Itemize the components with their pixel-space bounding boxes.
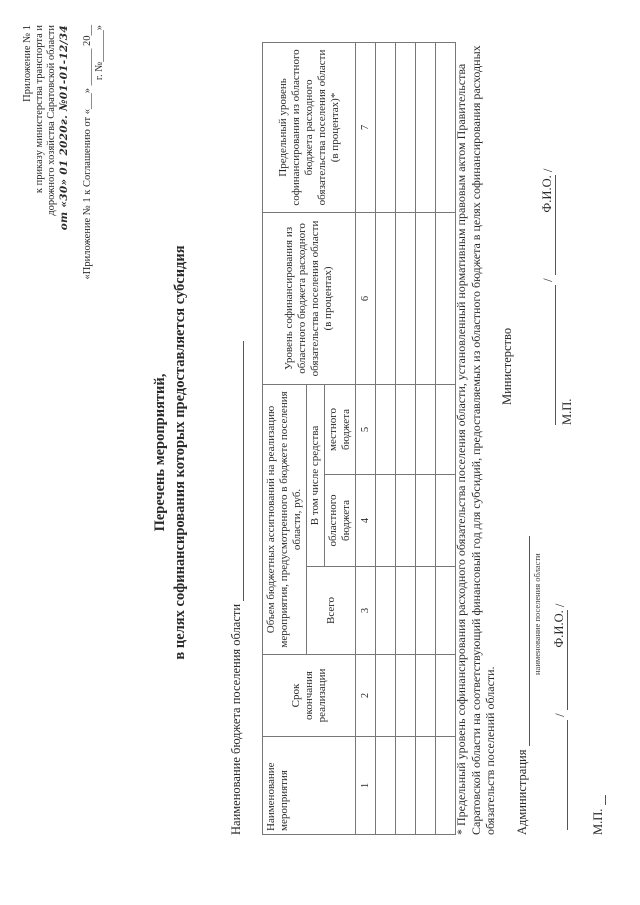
- table-cell: [376, 655, 396, 737]
- table-cell: [436, 42, 456, 212]
- table-cell: [416, 567, 436, 655]
- table-cell: [436, 737, 456, 835]
- appendix-line-1: Приложение № 1: [22, 25, 33, 102]
- table-row: [416, 42, 436, 834]
- admin-signature-row: [514, 536, 530, 835]
- admin-fio: Ф.И.О.: [552, 610, 568, 710]
- column-number: 3: [356, 567, 376, 655]
- header-budget-volume: Объем бюджетных ассигнований на реализацию мероприятия, предусмотренного в бюджете поселения области, руб.: [263, 384, 307, 654]
- table-cell: [416, 737, 436, 835]
- table-cell: [396, 475, 416, 567]
- table-header-row: [263, 42, 307, 834]
- table-cell: [436, 475, 456, 567]
- admin-label: Администрация: [515, 749, 529, 835]
- table-cell: [376, 42, 396, 212]
- table-cell: [416, 475, 436, 567]
- table-cell: [376, 212, 396, 384]
- column-number: 5: [356, 384, 376, 474]
- signature-blank: [552, 720, 568, 830]
- column-number: 1: [356, 737, 376, 835]
- table-cell: [436, 567, 456, 655]
- ministry-label: Министерство: [500, 327, 514, 405]
- table-cell: [436, 212, 456, 384]
- ministry-mp: М.П.: [560, 398, 574, 425]
- document-title-line-2: в целях софинансирования которых предоставляется субсидия: [172, 245, 188, 660]
- budget-name-blank: [228, 341, 244, 601]
- column-number: 4: [356, 475, 376, 567]
- header-max-cofinancing-level: Предельный уровень софинансирования из областного бюджета расходного обязательства поселения области (в процентах)*: [263, 42, 356, 212]
- document-title-line-1: Перечень мероприятий,: [152, 373, 168, 532]
- header-local-budget: местного бюджета: [325, 384, 356, 474]
- table-cell: [376, 567, 396, 655]
- table-cell: [416, 384, 436, 474]
- table-cell: [376, 384, 396, 474]
- table-cell: [416, 212, 436, 384]
- admin-stamp-place: [590, 795, 606, 835]
- table-cell: [396, 384, 416, 474]
- appendix-line-4: от «30» 01 2020г. №01-01-12/34: [58, 25, 70, 231]
- admin-caption: наименование поселения области: [532, 553, 542, 675]
- header-end-date: Срок окончания реализации: [263, 655, 356, 737]
- header-regional-budget: областного бюджета: [325, 475, 356, 567]
- column-number: 2: [356, 655, 376, 737]
- table-cell: [436, 384, 456, 474]
- header-including: В том числе средства: [307, 384, 325, 566]
- column-number: 7: [356, 42, 376, 212]
- header-cofinancing-level: Уровень софинансирования из областного бюджета расходного обязательства поселения области (в процентах): [263, 212, 356, 384]
- table-row: [396, 42, 416, 834]
- stamp-blank: [590, 795, 606, 805]
- admin-signature-line: / Ф.И.О. /: [552, 604, 568, 830]
- budget-name-row: [228, 341, 244, 835]
- table-row: [436, 42, 456, 834]
- column-number: 6: [356, 212, 376, 384]
- budget-name-label: Наименование бюджета поселения области: [229, 603, 243, 835]
- table-cell: [376, 475, 396, 567]
- header-measure-name: Наименование мероприятия: [263, 737, 356, 835]
- table-cell: [396, 737, 416, 835]
- table-cell: [396, 212, 416, 384]
- table-cell: [396, 655, 416, 737]
- table-row: [376, 42, 396, 834]
- footnote: * Предельный уровень софинансирования расходного обязательства поселения области, установленный нормативным правовым актом Правительства Саратовской области на соответствующий финансовый год для субсидий, предоставляемых из областного бюджета в целях софинансирования расходных обязательств поселений области.: [454, 45, 497, 835]
- table-number-row: [356, 42, 376, 834]
- appendix-line-3: дорожного хозяйства Саратовской области: [46, 25, 57, 216]
- appendix-line-2: к приказу министерства транспорта и: [34, 25, 45, 194]
- header-total: Всего: [307, 567, 356, 655]
- agreement-appendix-note: «Приложение № 1 к Соглашению от «___» _______ 20__ г. №______»: [82, 25, 105, 280]
- admin-name-blank: [514, 536, 530, 746]
- table-cell: [416, 655, 436, 737]
- table-cell: [416, 42, 436, 212]
- table-cell: [376, 737, 396, 835]
- appendix-header: [22, 25, 70, 230]
- ministry-fio: Ф.И.О.: [540, 175, 556, 275]
- signature-blank: [540, 285, 556, 425]
- ministry-signature-line: / Ф.И.О. /: [540, 169, 556, 425]
- measures-table: [262, 42, 456, 835]
- table-cell: [436, 655, 456, 737]
- table-cell: [396, 42, 416, 212]
- admin-mp: М.П.: [591, 808, 605, 835]
- table-cell: [396, 567, 416, 655]
